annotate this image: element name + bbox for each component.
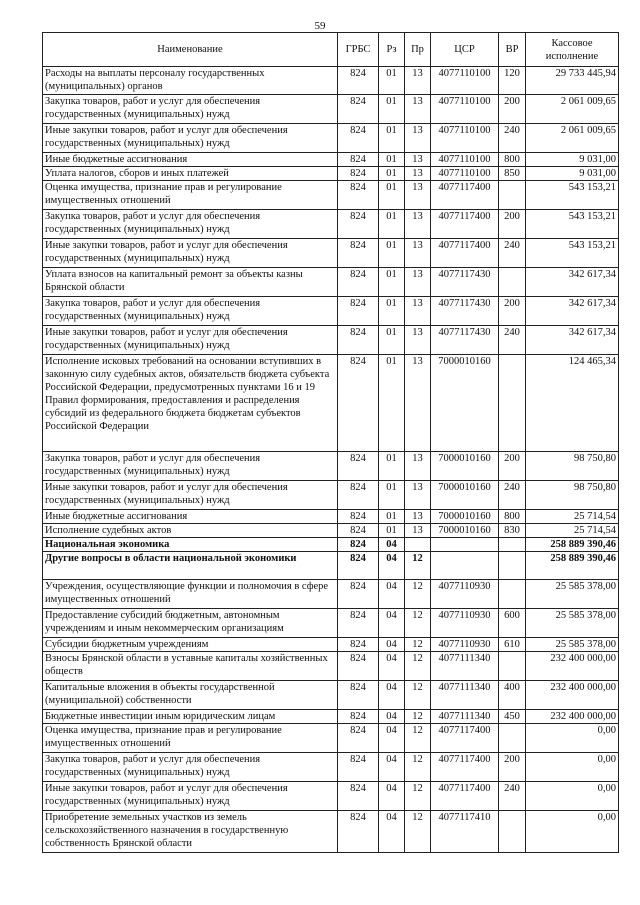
cell-vr [499,652,526,681]
table-row [43,210,619,239]
cell-rz: 01 [379,181,405,210]
cell-amount: 342 617,34 [526,326,619,355]
cell-rz: 01 [379,452,405,481]
cell-pr: 12 [405,782,431,811]
cell-pr: 13 [405,210,431,239]
table-row [43,681,619,710]
cell-pr: 13 [405,326,431,355]
table-row [43,710,619,724]
cell-pr: 12 [405,811,431,853]
cell-rz: 01 [379,239,405,268]
cell-csr: 4077117400 [431,753,499,782]
cell-rz: 04 [379,638,405,652]
cell-amount: 98 750,80 [526,481,619,510]
cell-amount: 258 889 390,46 [526,552,619,580]
cell-vr: 200 [499,753,526,782]
cell-rz: 04 [379,724,405,753]
cell-grbs: 824 [338,552,379,580]
table-row [43,355,619,452]
table-row [43,239,619,268]
cell-grbs: 824 [338,524,379,538]
cell-rz: 01 [379,67,405,95]
cell-amount: 25 714,54 [526,524,619,538]
cell-vr [499,538,526,552]
table-row [43,153,619,167]
cell-vr: 200 [499,95,526,124]
cell-csr: 7000010160 [431,510,499,524]
cell-grbs: 824 [338,452,379,481]
cell-amount: 232 400 000,00 [526,652,619,681]
table-row [43,67,619,95]
cell-rz: 01 [379,297,405,326]
table-row-subsection [43,552,619,580]
header-name: Наименование [43,33,338,67]
cell-name: Иные бюджетные ассигнования [43,153,338,167]
cell-csr: 4077110930 [431,609,499,638]
cell-pr: 13 [405,239,431,268]
cell-pr: 13 [405,355,431,452]
cell-amount: 0,00 [526,811,619,853]
cell-pr: 13 [405,167,431,181]
cell-amount: 2 061 009,65 [526,95,619,124]
cell-rz: 04 [379,681,405,710]
cell-vr: 240 [499,239,526,268]
cell-csr: 4077117400 [431,782,499,811]
cell-vr: 800 [499,153,526,167]
cell-vr: 600 [499,609,526,638]
cell-grbs: 824 [338,710,379,724]
cell-name: Исполнение судебных актов [43,524,338,538]
cell-vr: 240 [499,124,526,153]
cell-name: Иные бюджетные ассигнования [43,510,338,524]
cell-vr: 850 [499,167,526,181]
cell-amount: 25 585 378,00 [526,580,619,609]
cell-name: Бюджетные инвестиции иным юридическим лицам [43,710,338,724]
cell-vr: 200 [499,452,526,481]
cell-rz: 04 [379,753,405,782]
budget-execution-table [42,32,619,853]
cell-vr: 120 [499,67,526,95]
table-row [43,95,619,124]
cell-grbs: 824 [338,297,379,326]
header-amount: Кассовое исполнение [526,33,619,67]
cell-pr: 12 [405,710,431,724]
cell-name: Другие вопросы в области национальной экономики [43,552,338,580]
cell-pr: 12 [405,753,431,782]
cell-amount: 0,00 [526,753,619,782]
cell-csr: 4077110930 [431,580,499,609]
cell-name: Расходы на выплаты персоналу государственных (муниципальных) органов [43,67,338,95]
cell-rz: 01 [379,510,405,524]
cell-csr: 4077117430 [431,297,499,326]
table-row [43,638,619,652]
cell-vr: 800 [499,510,526,524]
cell-grbs: 824 [338,580,379,609]
cell-csr: 4077117400 [431,239,499,268]
cell-amount: 342 617,34 [526,297,619,326]
cell-name: Уплата налогов, сборов и иных платежей [43,167,338,181]
table-row [43,811,619,853]
table-row [43,326,619,355]
cell-name: Национальная экономика [43,538,338,552]
cell-rz: 04 [379,580,405,609]
cell-pr: 13 [405,524,431,538]
cell-grbs: 824 [338,510,379,524]
cell-grbs: 824 [338,67,379,95]
cell-grbs: 824 [338,638,379,652]
cell-rz: 01 [379,210,405,239]
cell-pr: 13 [405,124,431,153]
cell-rz: 01 [379,326,405,355]
cell-csr: 4077111340 [431,681,499,710]
cell-name: Приобретение земельных участков из земель сельскохозяйственного назначения в государственную собственность Брянской области [43,811,338,853]
cell-pr: 12 [405,580,431,609]
cell-name: Уплата взносов на капитальный ремонт за объекты казны Брянской области [43,268,338,297]
table-row [43,268,619,297]
cell-vr [499,355,526,452]
cell-csr [431,538,499,552]
cell-name: Закупка товаров, работ и услуг для обеспечения государственных (муниципальных) нужд [43,297,338,326]
table-header-row [43,33,619,67]
cell-grbs: 824 [338,326,379,355]
cell-vr [499,811,526,853]
cell-amount: 0,00 [526,782,619,811]
cell-rz: 01 [379,268,405,297]
table-row [43,297,619,326]
cell-grbs: 824 [338,538,379,552]
cell-csr: 4077117410 [431,811,499,853]
cell-name: Закупка товаров, работ и услуг для обеспечения государственных (муниципальных) нужд [43,452,338,481]
cell-vr [499,580,526,609]
cell-vr: 400 [499,681,526,710]
cell-rz: 01 [379,167,405,181]
cell-pr: 12 [405,552,431,580]
cell-rz: 04 [379,609,405,638]
cell-rz: 01 [379,355,405,452]
cell-amount: 543 153,21 [526,210,619,239]
cell-vr [499,724,526,753]
cell-csr [431,552,499,580]
cell-rz: 04 [379,811,405,853]
cell-csr: 4077110100 [431,95,499,124]
cell-vr: 830 [499,524,526,538]
cell-pr: 13 [405,95,431,124]
cell-rz: 01 [379,95,405,124]
cell-rz: 04 [379,710,405,724]
table-row [43,167,619,181]
table-row [43,652,619,681]
cell-rz: 04 [379,552,405,580]
cell-amount: 98 750,80 [526,452,619,481]
cell-amount: 2 061 009,65 [526,124,619,153]
cell-csr: 4077111340 [431,710,499,724]
cell-pr [405,538,431,552]
cell-vr: 240 [499,481,526,510]
cell-rz: 01 [379,124,405,153]
cell-amount: 543 153,21 [526,239,619,268]
cell-grbs: 824 [338,181,379,210]
cell-amount: 25 714,54 [526,510,619,524]
cell-csr: 4077117400 [431,181,499,210]
cell-name: Взносы Брянской области в уставные капиталы хозяйственных обществ [43,652,338,681]
table-row [43,452,619,481]
cell-grbs: 824 [338,210,379,239]
page-number: 59 [314,20,326,32]
table-row [43,782,619,811]
cell-grbs: 824 [338,681,379,710]
cell-name: Капитальные вложения в объекты государственной (муниципальной) собственности [43,681,338,710]
table-row [43,724,619,753]
table-row [43,510,619,524]
cell-vr: 450 [499,710,526,724]
cell-csr: 7000010160 [431,481,499,510]
cell-vr: 200 [499,210,526,239]
cell-pr: 13 [405,268,431,297]
header-grbs: ГРБС [338,33,379,67]
cell-csr: 4077117430 [431,326,499,355]
cell-grbs: 824 [338,753,379,782]
cell-grbs: 824 [338,724,379,753]
cell-amount: 258 889 390,46 [526,538,619,552]
cell-pr: 12 [405,609,431,638]
cell-grbs: 824 [338,355,379,452]
cell-csr: 4077117400 [431,210,499,239]
cell-name: Учреждения, осуществляющие функции и полномочия в сфере имущественных отношений [43,580,338,609]
cell-grbs: 824 [338,609,379,638]
cell-pr: 13 [405,67,431,95]
cell-vr [499,552,526,580]
cell-amount: 124 465,34 [526,355,619,452]
cell-amount: 232 400 000,00 [526,710,619,724]
cell-csr: 4077117400 [431,724,499,753]
header-rz: Рз [379,33,405,67]
cell-amount: 9 031,00 [526,153,619,167]
cell-pr: 13 [405,181,431,210]
cell-name: Иные закупки товаров, работ и услуг для обеспечения государственных (муниципальных) нужд [43,481,338,510]
cell-rz: 01 [379,153,405,167]
cell-name: Иные закупки товаров, работ и услуг для обеспечения государственных (муниципальных) нужд [43,326,338,355]
table-row [43,609,619,638]
cell-csr: 7000010160 [431,452,499,481]
header-csr: ЦСР [431,33,499,67]
cell-name: Оценка имущества, признание прав и регулирование имущественных отношений [43,724,338,753]
header-vr: ВР [499,33,526,67]
cell-name: Закупка товаров, работ и услуг для обеспечения государственных (муниципальных) нужд [43,753,338,782]
cell-vr: 610 [499,638,526,652]
table-row [43,580,619,609]
cell-csr: 7000010160 [431,355,499,452]
cell-pr: 13 [405,297,431,326]
cell-rz: 04 [379,652,405,681]
cell-pr: 12 [405,681,431,710]
cell-amount: 25 585 378,00 [526,638,619,652]
cell-amount: 25 585 378,00 [526,609,619,638]
cell-grbs: 824 [338,268,379,297]
cell-grbs: 824 [338,239,379,268]
cell-amount: 0,00 [526,724,619,753]
cell-rz: 04 [379,782,405,811]
cell-csr: 4077110100 [431,124,499,153]
cell-pr: 13 [405,481,431,510]
table-row-section [43,538,619,552]
cell-grbs: 824 [338,652,379,681]
cell-name: Иные закупки товаров, работ и услуг для обеспечения государственных (муниципальных) нужд [43,124,338,153]
cell-amount: 342 617,34 [526,268,619,297]
cell-name: Закупка товаров, работ и услуг для обеспечения государственных (муниципальных) нужд [43,210,338,239]
cell-vr: 240 [499,782,526,811]
cell-csr: 4077111340 [431,652,499,681]
cell-csr: 4077110100 [431,167,499,181]
cell-grbs: 824 [338,481,379,510]
cell-name: Субсидии бюджетным учреждениям [43,638,338,652]
cell-name: Предоставление субсидий бюджетным, автономным учреждениям и иным некоммерческим организациям [43,609,338,638]
cell-grbs: 824 [338,167,379,181]
cell-amount: 543 153,21 [526,181,619,210]
cell-vr [499,268,526,297]
cell-csr: 4077110100 [431,153,499,167]
cell-name: Иные закупки товаров, работ и услуг для обеспечения государственных (муниципальных) нужд [43,782,338,811]
table-row [43,181,619,210]
table-row [43,481,619,510]
cell-rz: 01 [379,481,405,510]
cell-csr: 4077110100 [431,67,499,95]
cell-pr: 13 [405,153,431,167]
cell-grbs: 824 [338,95,379,124]
cell-pr: 12 [405,652,431,681]
cell-vr: 240 [499,326,526,355]
cell-grbs: 824 [338,153,379,167]
cell-amount: 29 733 445,94 [526,67,619,95]
header-pr: Пр [405,33,431,67]
cell-grbs: 824 [338,124,379,153]
cell-vr: 200 [499,297,526,326]
cell-pr: 12 [405,638,431,652]
cell-pr: 13 [405,452,431,481]
cell-name: Оценка имущества, признание прав и регулирование имущественных отношений [43,181,338,210]
cell-name: Иные закупки товаров, работ и услуг для обеспечения государственных (муниципальных) нужд [43,239,338,268]
table-row [43,124,619,153]
cell-grbs: 824 [338,811,379,853]
cell-rz: 04 [379,538,405,552]
table-row [43,524,619,538]
cell-rz: 01 [379,524,405,538]
cell-amount: 9 031,00 [526,167,619,181]
cell-amount: 232 400 000,00 [526,681,619,710]
cell-vr [499,181,526,210]
cell-csr: 7000010160 [431,524,499,538]
cell-grbs: 824 [338,782,379,811]
table-row [43,753,619,782]
cell-csr: 4077117430 [431,268,499,297]
cell-name: Закупка товаров, работ и услуг для обеспечения государственных (муниципальных) нужд [43,95,338,124]
cell-csr: 4077110930 [431,638,499,652]
cell-pr: 13 [405,510,431,524]
cell-pr: 12 [405,724,431,753]
cell-name: Исполнение исковых требований на основании вступивших в законную силу судебных актов, обязательств бюджета субъекта Российской Федерации, предусмотренных пунктами 16 и 19 Правил формирования, предоставления и распределения субсидий из федерального бюджета бюджетам субъектов Российской Федерации [43,355,338,452]
